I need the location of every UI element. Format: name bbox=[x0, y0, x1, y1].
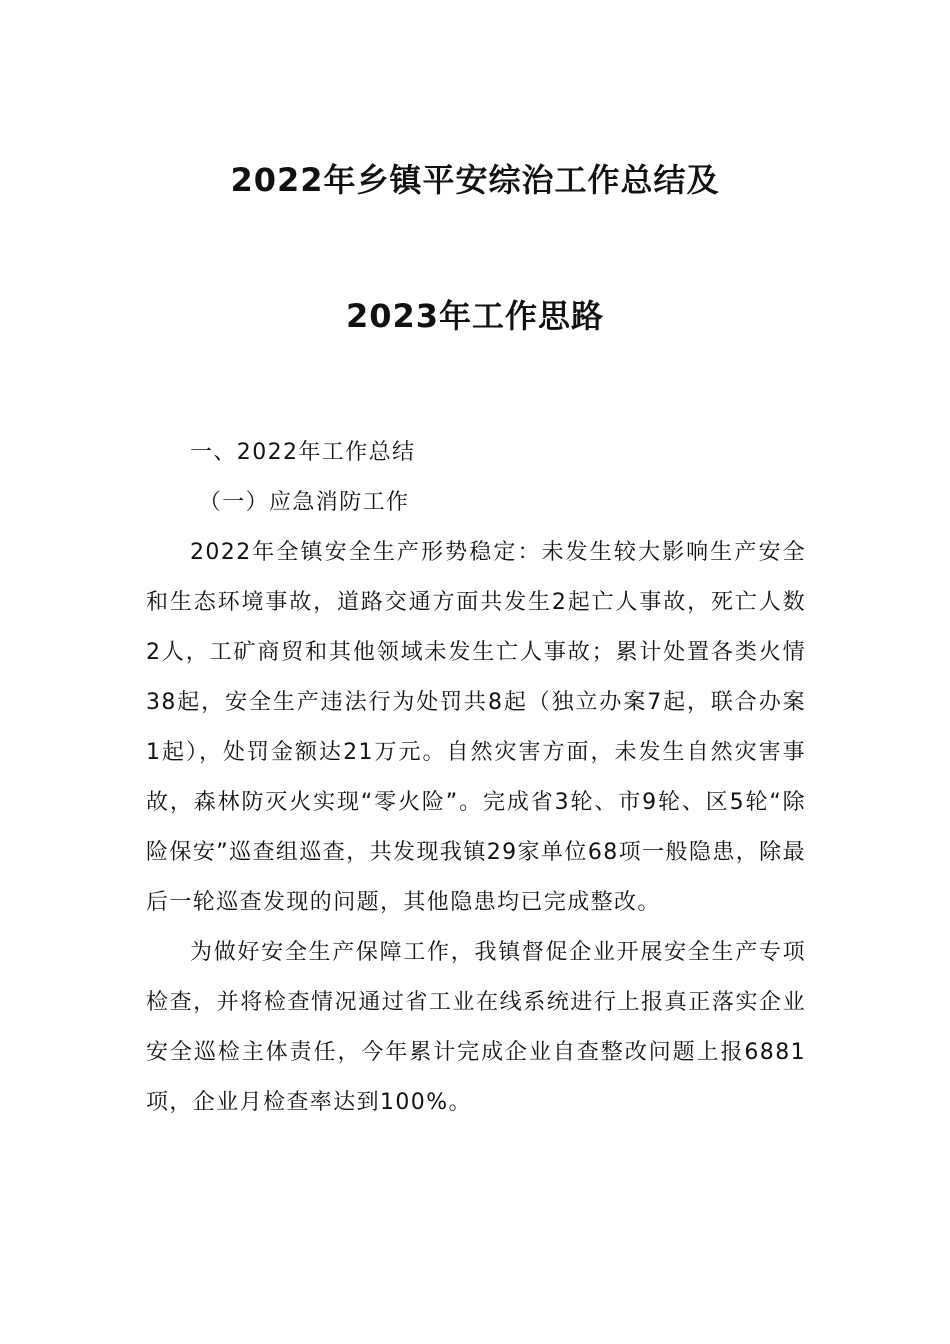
paragraph-1: 2022年全镇安全生产形势稳定：未发生较大影响生产安全和生态环境事故，道路交通方面共发生2起亡人事故，死亡人数2人，工矿商贸和其他领域未发生亡人事故；累计处置各类火情38起，安全生产违法行为处罚共8起（独立办案7起，联合办案1起），处罚金额达21万元。自然灾害方面，未发生自然灾害事故，森林防灭火实现“零火险”。完成省3轮、市9轮、区5轮“除险保安”巡查组巡查，共发现我镇29家单位68项一般隐患，除最后一轮巡查发现的问题，其他隐患均已完成整改。 bbox=[146, 540, 806, 915]
document-title-line-2: 2023年工作思路 bbox=[345, 297, 605, 335]
document-title-line-1: 2022年乡镇平安综治工作总结及 bbox=[230, 161, 720, 199]
document-body bbox=[146, 428, 806, 1128]
paragraph-2: 为做好安全生产保障工作，我镇督促企业开展安全生产专项检查，并将检查情况通过省工业在线系统进行上报真正落实企业安全巡检主体责任，今年累计完成企业自查整改问题上报6881项，企业月检查率达到100%。 bbox=[146, 940, 806, 1115]
section-heading: 一、2022年工作总结 bbox=[190, 440, 416, 465]
subsection-heading: （一）应急消防工作 bbox=[198, 490, 410, 515]
